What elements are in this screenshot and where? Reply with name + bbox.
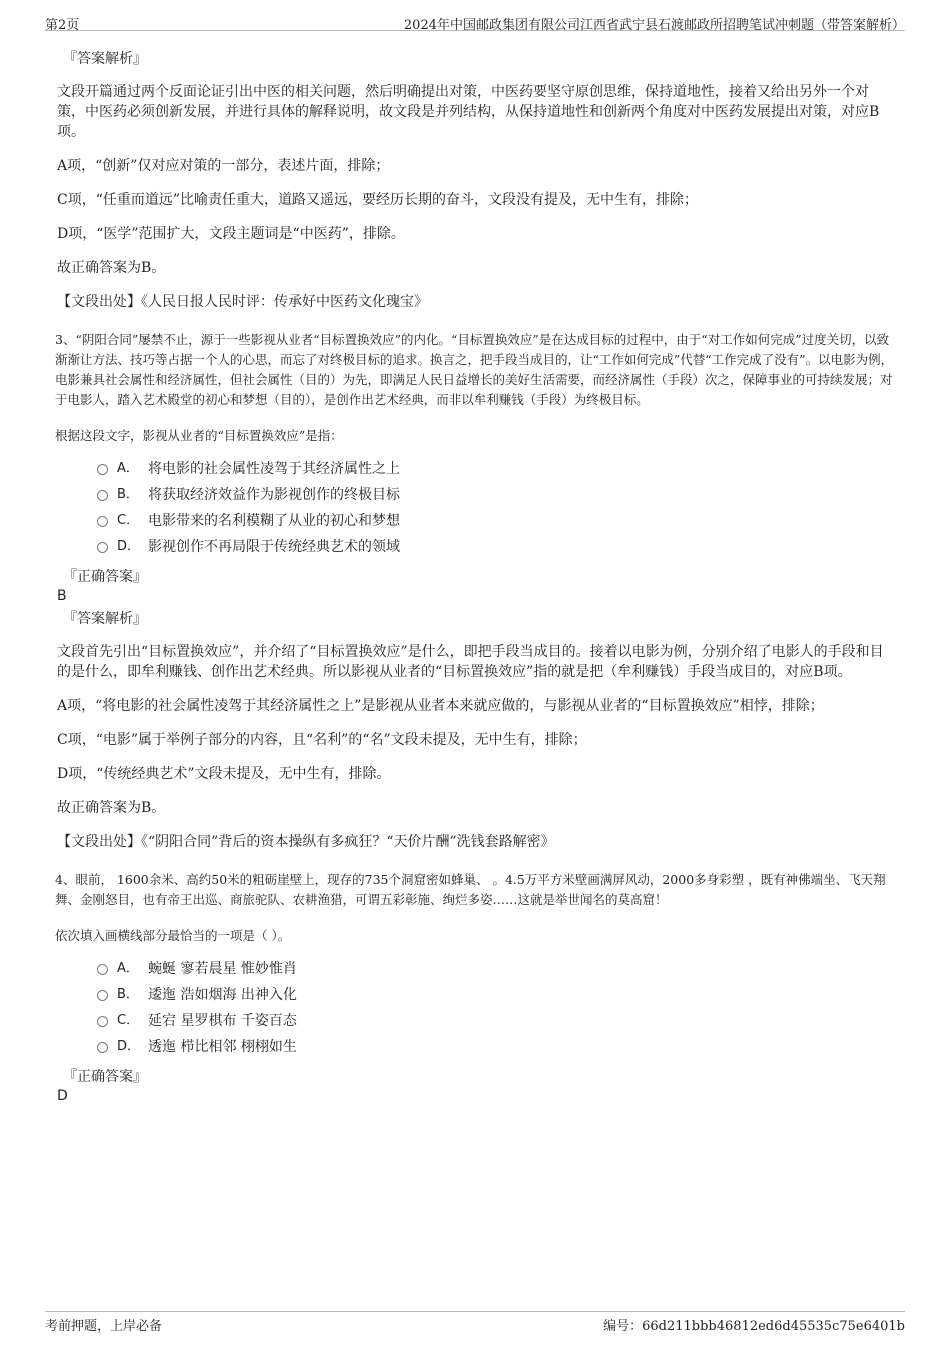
analysis-option-c: C项，“任重而道远”比喻责任重大，道路又遥远，要经历长期的奋斗，文段没有提及，无中生有，排除； (57, 192, 699, 208)
option-b[interactable]: B． 逶迤 浩如烟海 出神入化 (97, 982, 895, 1008)
question-4-stem: 4、眼前， 1600余米、高约50米的粗砺崖壁上，现存的735个洞窟密如蜂巢、 。4.5万平方米壁画满屏风动，2000多身彩塑 ，既有神佛端坐、飞天翔舞、金刚怒目，也有帝王出巡、商旅驼队、农耕渔猎，可谓五彩彰施、绚烂多姿……这就是举世闻名的莫高窟！ (55, 872, 886, 907)
radio-button[interactable] (97, 1042, 108, 1053)
radio-button[interactable] (97, 1016, 108, 1027)
conclusion: 故正确答案为B。 (57, 800, 166, 816)
question-3-prompt: 根据这段文字，影视从业者的“目标置换效应”是指： (55, 428, 343, 443)
radio-button[interactable] (97, 990, 108, 1001)
radio-button[interactable] (97, 464, 108, 475)
radio-button[interactable] (97, 490, 108, 501)
option-b[interactable]: B． 将获取经济效益作为影视创作的终极目标 (97, 482, 895, 508)
analysis-text: 文段开篇通过两个反面论证引出中医的相关问题，然后明确提出对策，中医药要坚守原创思维，保持道地性，接着又给出另外一个对策，中医药必须创新发展，并进行具体的解释说明，故文段是并列结构，从保持道地性和创新两个角度对中医药发展提出对策，对应B项。 (57, 84, 880, 140)
document-serial: 编号：66d211bbb46812ed6d45535c75e6401b (603, 1319, 905, 1334)
option-a[interactable]: A． 蜿蜒 寥若晨星 惟妙惟肖 (97, 956, 895, 982)
option-d[interactable]: D． 透迤 栉比相邻 栩栩如生 (97, 1034, 895, 1060)
radio-button[interactable] (97, 516, 108, 527)
analysis-option-d: D项，“医学”范围扩大，文段主题词是“中医药”，排除。 (57, 226, 405, 242)
question-3-stem: 3、“阴阳合同”屡禁不止，源于一些影视从业者“目标置换效应”的内化。“目标置换效应”是在达成目标的过程中，由于“对工作如何完成”过度关切，以致渐渐让方法、技巧等占据一个人的心思，而忘了对终极目标的追求。换言之，把手段当成目的，让“工作如何完成”代替“工作完成了没有”。以电影为例，电影兼具社会属性和经济属性，但社会属性（目的）为先，即满足人民日益增长的美好生活需要，而经济属性（手段）次之，保障事业的可持续发展；对于电影人，踏入艺术殿堂的初心和梦想（目的），是创作出艺术经典，而非以牟利赚钱（手段）为终极目标。 (55, 332, 894, 407)
option-a[interactable]: A． 将电影的社会属性凌驾于其经济属性之上 (97, 456, 895, 482)
question-4-options (97, 956, 895, 1060)
option-c[interactable]: C． 电影带来的名利模糊了从业的初心和梦想 (97, 508, 895, 534)
question-3-options (97, 456, 895, 560)
analysis-tag: 『答案解析』 (63, 51, 147, 67)
page-number: 第2页 (45, 18, 80, 33)
analysis-option-c: C项，“电影”属于举例子部分的内容，且“名利”的“名”文段未提及，无中生有，排除； (57, 732, 587, 748)
page-footer (45, 1311, 905, 1334)
radio-button[interactable] (97, 542, 108, 553)
question-4-prompt: 依次填入画横线部分最恰当的一项是（ ）。 (55, 928, 291, 943)
option-c[interactable]: C． 延宕 星罗棋布 千姿百态 (97, 1008, 895, 1034)
conclusion: 故正确答案为B。 (57, 260, 166, 276)
page-header (45, 0, 905, 31)
analysis-option-a: A项，“创新”仅对应对策的一部分，表述片面，排除； (57, 158, 390, 174)
footer-slogan: 考前押题，上岸必备 (45, 1319, 163, 1334)
correct-answer: B (57, 588, 67, 604)
source-note: 【文段出处】《人民日报人民时评：传承好中医药文化瑰宝》 (57, 294, 428, 310)
analysis-option-a: A项，“将电影的社会属性凌驾于其经济属性之上”是影视从业者本来就应做的，与影视从业者的“目标置换效应”相悖，排除； (57, 698, 824, 714)
analysis-text: 文段首先引出“目标置换效应”，并介绍了“目标置换效应”是什么，即把手段当成目的。接着以电影为例，分别介绍了电影人的手段和目的是什么，即牟利赚钱、创作出艺术经典。所以影视从业者的“目标置换效应”指的就是把（牟利赚钱）手段当成目的，对应B项。 (57, 644, 884, 680)
answer-tag: 『正确答案』 (63, 569, 147, 585)
correct-answer: D (57, 1088, 68, 1104)
document-title: 2024年中国邮政集团有限公司江西省武宁县石渡邮政所招聘笔试冲刺题（带答案解析） (403, 18, 905, 33)
answer-tag: 『正确答案』 (63, 1069, 147, 1085)
analysis-tag: 『答案解析』 (63, 611, 147, 627)
option-d[interactable]: D． 影视创作不再局限于传统经典艺术的领域 (97, 534, 895, 560)
source-note: 【文段出处】《“阴阳合同”背后的资本操纵有多疯狂？“天价片酬”洗钱套路解密》 (57, 834, 555, 850)
radio-button[interactable] (97, 964, 108, 975)
analysis-option-d: D项，“传统经典艺术”文段未提及，无中生有，排除。 (57, 766, 391, 782)
document-body (55, 40, 895, 1104)
